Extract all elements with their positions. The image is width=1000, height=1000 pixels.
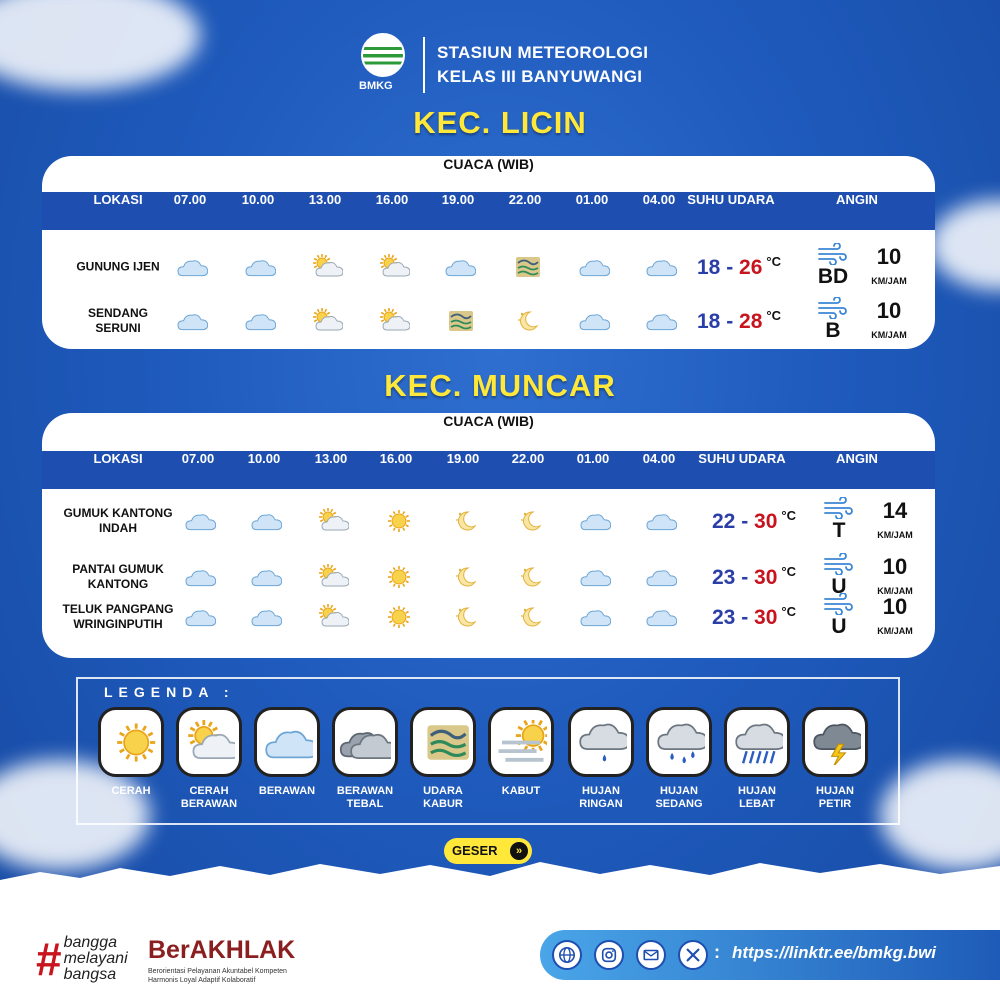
location-line: INDAH: [99, 521, 137, 535]
legend-label-line: KABUT: [501, 785, 541, 797]
linktree-link[interactable]: https://linktr.ee/bmkg.bwi: [732, 943, 937, 962]
temperature-range: [712, 604, 796, 630]
berawan-icon: [575, 564, 611, 590]
header-time: 13.00: [308, 192, 342, 207]
legend-label: [568, 785, 634, 811]
header-time: 01.00: [576, 451, 610, 466]
wind-speed: 10: [882, 594, 908, 619]
wind-speed: 14: [882, 498, 908, 523]
location-line: PANTAI GUMUK: [72, 562, 164, 576]
legend-item-hujan-sedang: [646, 707, 712, 811]
berakhlak-logo: [148, 936, 308, 985]
legend-label: [802, 785, 868, 811]
legend-item-cerah: [98, 707, 164, 798]
temp-unit: °C: [766, 308, 781, 323]
berawan-icon: [180, 508, 216, 534]
legend-label-line: UDARA: [423, 785, 463, 797]
berawan-icon: [574, 254, 610, 280]
legend-label-line: HUJAN: [816, 785, 854, 797]
table-header-row: [42, 451, 935, 489]
cerah-berawan-icon: [307, 308, 343, 334]
table-header-row: [42, 192, 935, 230]
header-lokasi: LOKASI: [93, 192, 143, 207]
legend-item-cerah-berawan: [176, 707, 242, 811]
legend-label-line: RINGAN: [579, 798, 623, 810]
location-name: [43, 306, 193, 336]
legend-label-line: HUJAN: [582, 785, 620, 797]
cerah-icon: [378, 508, 414, 534]
location-line: SENDANG: [87, 306, 148, 320]
berawan-icon: [240, 254, 276, 280]
berakhlak-title: BerAKHLAK: [148, 936, 296, 964]
wind-unit: KM/JAM: [877, 626, 913, 636]
cerah-malam-icon: [507, 308, 543, 334]
berawan-icon: [246, 564, 282, 590]
location-line: TELUK PANGPANG: [62, 602, 174, 616]
location-name: [43, 562, 193, 592]
temp-min: 18: [697, 256, 721, 279]
berawan-icon: [240, 308, 276, 334]
header-time: 19.00: [446, 451, 480, 466]
legend-title: LEGENDA :: [104, 684, 235, 700]
legend-label-line: BERAWAN: [258, 785, 316, 797]
wind-unit: KM/JAM: [871, 330, 907, 340]
tag-word-3: bangsa: [63, 966, 117, 983]
bmkg-logo: [355, 31, 413, 99]
legend-label: [646, 785, 712, 811]
hash-symbol: #: [36, 933, 62, 985]
station-header: [355, 30, 675, 100]
header-time: 16.00: [379, 451, 413, 466]
header-angin: ANGIN: [836, 451, 878, 466]
hujan-ringan-icon: [568, 707, 634, 777]
header-lokasi: LOKASI: [93, 451, 143, 466]
cuaca-heading: CUACA (WIB): [443, 156, 534, 172]
udara-kabur-icon: [440, 308, 476, 334]
wind-icon: [823, 593, 855, 615]
logo-text: BMKG: [359, 80, 393, 92]
location-line: KANTONG: [87, 577, 149, 591]
legend-label-line: KABUR: [423, 798, 463, 810]
berawan-icon: [172, 254, 208, 280]
wind-speed: 10: [876, 244, 902, 269]
legend-label: [254, 785, 320, 798]
legend: [76, 677, 900, 825]
header-time: 13.00: [314, 451, 348, 466]
legend-label-line: BERAWAN: [180, 798, 238, 810]
temp-unit: °C: [781, 508, 796, 523]
cerah-berawan-icon: [374, 254, 410, 280]
wind-direction: B: [825, 319, 841, 342]
legend-label-line: CERAH: [111, 785, 151, 797]
tag-word-1: bangga: [63, 934, 117, 951]
header-time: 22.00: [508, 192, 542, 207]
forecast-panel-muncar: [42, 413, 935, 658]
temp-max: 26: [739, 256, 763, 279]
cerah-berawan-icon: [313, 508, 349, 534]
header-time: 04.00: [642, 192, 676, 207]
wind-unit: KM/JAM: [877, 586, 913, 596]
temp-unit: °C: [766, 254, 781, 269]
legend-label-line: LEBAT: [739, 798, 775, 810]
udara-kabur-icon: [410, 707, 476, 777]
location-line: GUMUK KANTONG: [63, 506, 173, 520]
cerah-icon: [378, 564, 414, 590]
berawan-icon: [246, 604, 282, 630]
header-suhu-udara: SUHU UDARA: [698, 451, 786, 466]
berakhlak-subtitle: Berorientasi Pelayanan Akuntabel Kompeten Harmonis Loyal Adaptif Kolaboratif: [148, 968, 287, 984]
station-name-line2: KELAS III BANYUWANGI: [437, 67, 643, 86]
link-separator: :: [714, 942, 720, 962]
temp-max: 30: [754, 510, 778, 533]
temp-min: 23: [712, 566, 736, 589]
section-title-muncar: KEC. MUNCAR: [384, 368, 616, 403]
location-line: GUNUNG IJEN: [76, 259, 160, 274]
header-time: 07.00: [181, 451, 215, 466]
legend-label-line: BERAWAN: [336, 785, 394, 797]
berawan-icon: [641, 564, 677, 590]
wind-speed: 10: [882, 554, 908, 579]
bangga-melayani-bangsa-logo: [36, 935, 128, 983]
cerah-malam-icon: [445, 604, 481, 630]
berawan-icon: [641, 508, 677, 534]
wind-unit: KM/JAM: [871, 276, 907, 286]
legend-item-udara-kabur: [410, 707, 476, 811]
temp-dash: -: [741, 606, 749, 629]
section-title-licin: KEC. LICIN: [413, 105, 587, 140]
cerah-malam-icon: [445, 508, 481, 534]
location-line: SERUNI: [95, 321, 141, 335]
cerah-malam-icon: [510, 604, 546, 630]
berawan-icon: [641, 604, 677, 630]
geser-label: GESER: [452, 843, 498, 858]
cerah-berawan-icon: [176, 707, 242, 777]
cerah-berawan-icon: [374, 308, 410, 334]
header-time: 04.00: [642, 451, 676, 466]
berawan-tebal-icon: [332, 707, 398, 777]
legend-label-line: HUJAN: [738, 785, 776, 797]
location-name: [43, 506, 193, 536]
berawan-icon: [641, 308, 677, 334]
temp-dash: -: [741, 510, 749, 533]
temp-min: 18: [697, 310, 721, 333]
legend-label-line: TEBAL: [346, 798, 384, 810]
berawan-icon: [641, 254, 677, 280]
cerah-malam-icon: [510, 508, 546, 534]
legend-label: [488, 785, 554, 798]
wind-unit: KM/JAM: [877, 530, 913, 540]
legend-item-hujan-petir: [802, 707, 868, 811]
header-time: 07.00: [173, 192, 207, 207]
hujan-petir-icon: [802, 707, 868, 777]
temp-dash: -: [726, 256, 734, 279]
legend-label: [176, 785, 242, 811]
legend-label: [724, 785, 790, 811]
temperature-range: [712, 508, 796, 534]
hujan-lebat-icon: [724, 707, 790, 777]
location-line: WRINGINPUTIH: [73, 617, 163, 631]
header-time: 10.00: [247, 451, 281, 466]
legend-item-kabut: [488, 707, 554, 798]
cerah-berawan-icon: [313, 564, 349, 590]
berawan-icon: [254, 707, 320, 777]
header-time: 10.00: [241, 192, 275, 207]
temp-dash: -: [741, 566, 749, 589]
temperature-range: [712, 564, 796, 590]
cerah-berawan-icon: [307, 254, 343, 280]
legend-item-hujan-ringan: [568, 707, 634, 811]
wind-icon: [817, 243, 849, 265]
legend-item-hujan-lebat: [724, 707, 790, 811]
header-time: 16.00: [375, 192, 409, 207]
cerah-malam-icon: [510, 564, 546, 590]
x-icon[interactable]: [678, 940, 708, 970]
berawan-icon: [180, 604, 216, 630]
tag-word-2: melayani: [63, 950, 128, 967]
kabut-icon: [488, 707, 554, 777]
station-name-line1: STASIUN METEOROLOGI: [437, 43, 649, 62]
cuaca-heading: CUACA (WIB): [443, 413, 534, 429]
legend-label-line: HUJAN: [660, 785, 698, 797]
legend-item-berawan: [254, 707, 320, 798]
cerah-icon: [98, 707, 164, 777]
legend-item-berawan-tebal: [332, 707, 398, 811]
temperature-range: [697, 254, 781, 280]
mail-icon[interactable]: [636, 940, 666, 970]
wind-icon: [823, 497, 855, 519]
cerah-malam-icon: [445, 564, 481, 590]
wind-icon: [823, 553, 855, 575]
temp-dash: -: [726, 310, 734, 333]
wind-icon: [817, 297, 849, 319]
temp-max: 28: [739, 310, 763, 333]
cerah-berawan-icon: [313, 604, 349, 630]
header-suhu-udara: SUHU UDARA: [687, 192, 775, 207]
header-time: 19.00: [441, 192, 475, 207]
temp-min: 23: [712, 606, 736, 629]
temp-min: 22: [712, 510, 736, 533]
cerah-icon: [378, 604, 414, 630]
legend-label: [410, 785, 476, 811]
wind-direction: U: [831, 615, 847, 638]
instagram-icon[interactable]: [594, 940, 624, 970]
berawan-icon: [574, 308, 610, 334]
legend-label: [332, 785, 398, 811]
wind-speed: 10: [876, 298, 902, 323]
temp-unit: °C: [781, 604, 796, 619]
forecast-panel-licin: [42, 156, 935, 349]
header-angin: ANGIN: [836, 192, 878, 207]
temp-max: 30: [754, 566, 778, 589]
temperature-range: [697, 308, 781, 334]
hujan-sedang-icon: [646, 707, 712, 777]
temp-unit: °C: [781, 564, 796, 579]
header-time: 22.00: [511, 451, 545, 466]
berawan-icon: [246, 508, 282, 534]
berawan-icon: [180, 564, 216, 590]
wind-direction: T: [832, 519, 846, 542]
berawan-icon: [575, 508, 611, 534]
udara-kabur-icon: [507, 254, 543, 280]
chevron-right-icon: »: [510, 842, 528, 860]
berawan-icon: [575, 604, 611, 630]
legend-label: [98, 785, 164, 798]
legend-label-line: SEDANG: [655, 798, 703, 810]
legend-label-line: PETIR: [818, 798, 852, 810]
temp-max: 30: [754, 606, 778, 629]
header-time: 01.00: [575, 192, 609, 207]
berawan-icon: [440, 254, 476, 280]
location-name: [43, 602, 193, 632]
location-name: [43, 260, 193, 275]
berawan-icon: [172, 308, 208, 334]
wind-direction: U: [831, 575, 847, 598]
legend-label-line: CERAH: [189, 785, 229, 797]
globe-icon[interactable]: [552, 940, 582, 970]
wind-direction: BD: [817, 265, 849, 288]
